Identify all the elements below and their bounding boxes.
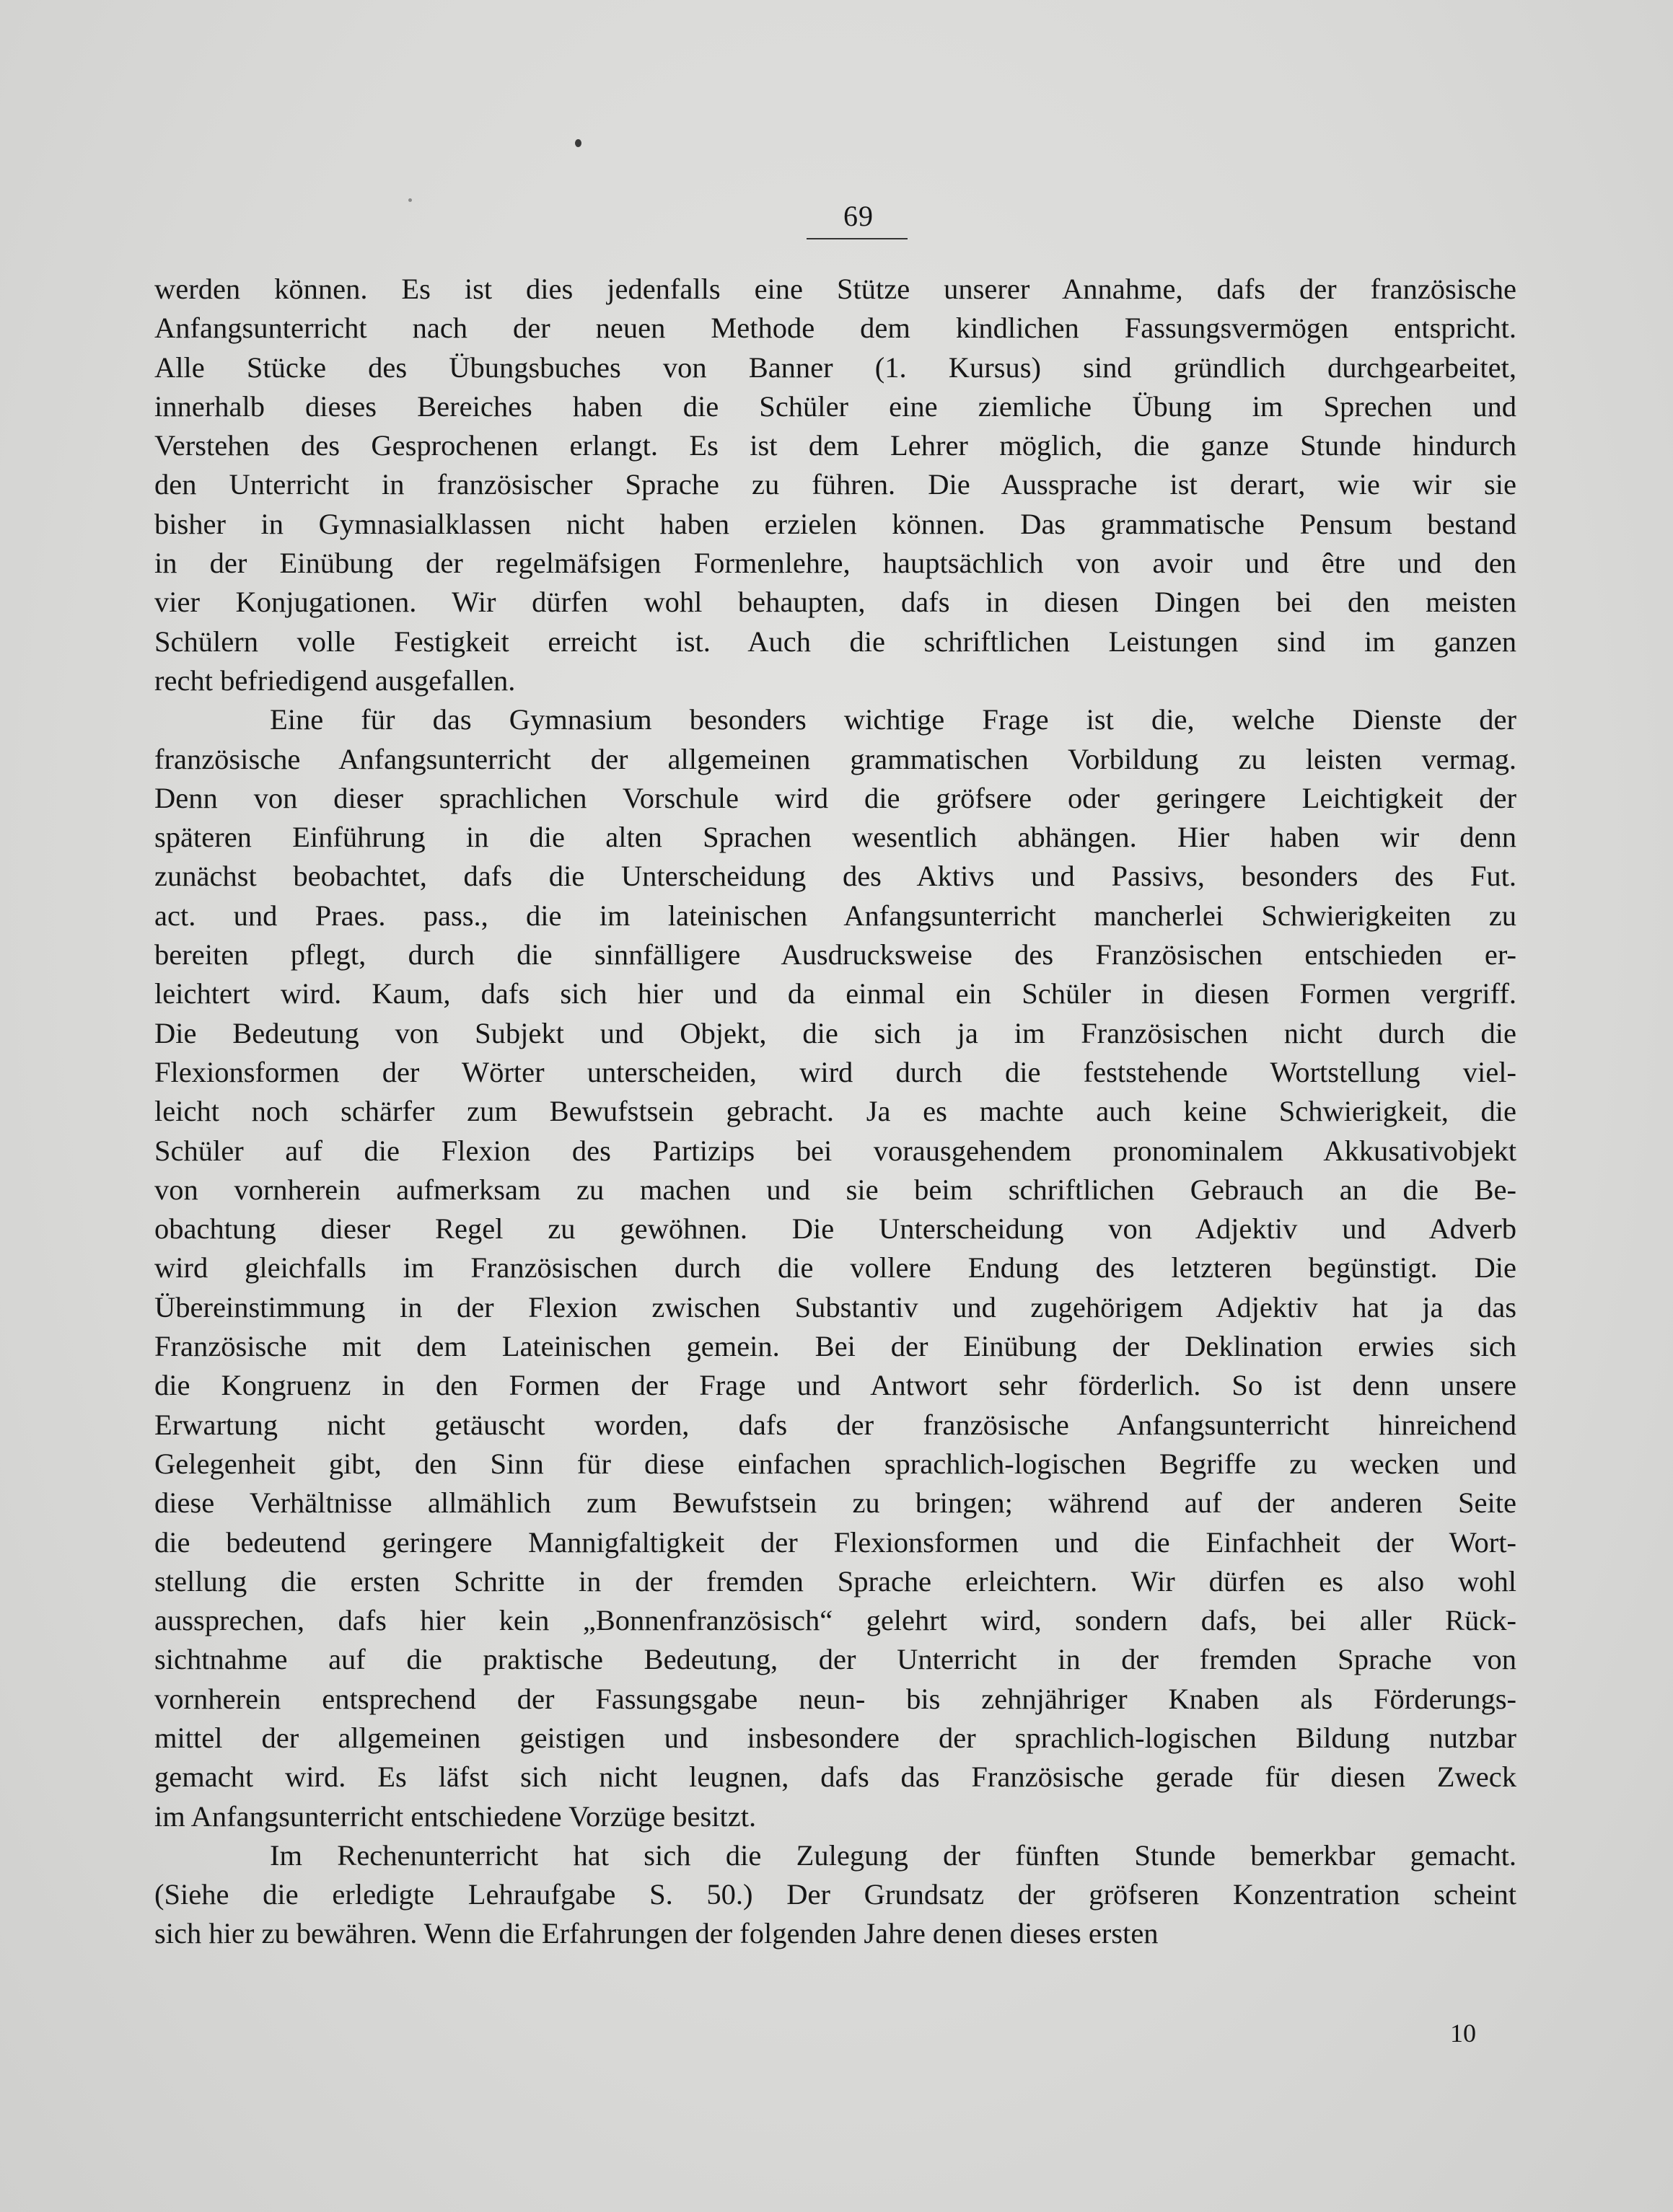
text-line: sichtnahme auf die praktische Bedeutung, der Unterricht in der fremden Sprache von (154, 1643, 1516, 1676)
text-line: leichtert wird. Kaum, dafs sich hier und da einmal ein Schüler in diesen Formen vergriff. (154, 977, 1516, 1010)
text-line: sich hier zu bewähren. Wenn die Erfahrungen der folgenden Jahre denen dieses ersten (154, 1917, 1159, 1950)
text-line: in der Einübung der regelmäfsigen Formenlehre, hauptsächlich von avoir und être und den (154, 547, 1516, 580)
text-line: Erwartung nicht getäuscht worden, dafs der französische Anfangsunterricht hinreichend (154, 1408, 1516, 1441)
text-line: Flexionsformen der Wörter unterscheiden, wird durch die feststehende Wortstellung viel- (154, 1055, 1516, 1088)
text-line: vier Konjugationen. Wir dürfen wohl behaupten, dafs in diesen Dingen bei den meisten (154, 586, 1516, 619)
paragraph (154, 270, 1516, 700)
text-line: leicht noch schärfer zum Bewufstsein gebracht. Ja es machte auch keine Schwierigkeit, die (154, 1095, 1516, 1128)
ink-speck (408, 198, 412, 202)
text-line: aussprechen, dafs hier kein „Bonnenfranzösisch“ gelehrt wird, sondern dafs, bei aller Rück- (154, 1604, 1516, 1637)
signature-mark: 10 (1450, 2019, 1476, 2048)
text-line: stellung die ersten Schritte in der fremden Sprache erleichtern. Wir dürfen es also wohl (154, 1564, 1516, 1598)
paragraph (154, 1836, 1516, 1954)
text-line: den Unterricht in französischer Sprache zu führen. Die Aussprache ist derart, wie wir sie (154, 468, 1516, 501)
text-line: Gelegenheit gibt, den Sinn für diese einfachen sprachlich-logischen Begriffe zu wecken und (154, 1447, 1516, 1480)
text-line: recht befriedigend ausgefallen. (154, 664, 516, 697)
body-text (154, 270, 1516, 1954)
text-line: Im Rechenunterricht hat sich die Zulegung der fünften Stunde bemerkbar gemacht. (270, 1838, 1516, 1872)
text-line: Schülern volle Festigkeit erreicht ist. Auch die schriftlichen Leistungen sind im ganzen (154, 625, 1516, 658)
text-line: Anfangsunterricht nach der neuen Methode dem kindlichen Fassungsvermögen entspricht. (154, 312, 1516, 345)
paragraph (154, 700, 1516, 1836)
ink-speck (575, 139, 581, 147)
text-line: Verstehen des Gesprochenen erlangt. Es ist dem Lehrer möglich, die ganze Stunde hindurch (154, 429, 1516, 462)
text-line: die Kongruenz in den Formen der Frage und Antwort sehr förderlich. So ist denn unsere (154, 1369, 1516, 1402)
text-line: bisher in Gymnasialklassen nicht haben erzielen können. Das grammatische Pensum bestand (154, 507, 1516, 540)
text-line: Schüler auf die Flexion des Partizips bei vorausgehendem pronominalem Akkusativobjekt (154, 1134, 1516, 1167)
text-line: Übereinstimmung in der Flexion zwischen Substantiv und zugehörigem Adjektiv hat ja das (154, 1290, 1516, 1323)
text-line: mittel der allgemeinen geistigen und insbesondere der sprachlich-logischen Bildung nutzbar (154, 1721, 1516, 1754)
text-line: innerhalb dieses Bereiches haben die Schüler eine ziemliche Übung im Sprechen und (154, 389, 1516, 423)
text-line: (Siehe die erledigte Lehraufgabe S. 50.) Der Grundsatz der gröfseren Konzentration scheint (154, 1878, 1516, 1911)
text-line: gemacht wird. Es läfst sich nicht leugnen, dafs das Französische gerade für diesen Zweck (154, 1761, 1516, 1794)
text-line: act. und Praes. pass., die im lateinischen Anfangsunterricht mancherlei Schwierigkeiten zu (154, 899, 1516, 932)
text-line: späteren Einführung in die alten Sprachen wesentlich abhängen. Hier haben wir denn (154, 821, 1516, 854)
text-line: Die Bedeutung von Subjekt und Objekt, die sich ja im Französischen nicht durch die (154, 1016, 1516, 1049)
text-line: diese Verhältnisse allmählich zum Bewufstsein zu bringen; während auf der anderen Seite (154, 1486, 1516, 1520)
text-line: französische Anfangsunterricht der allgemeinen grammatischen Vorbildung zu leisten vermag. (154, 742, 1516, 775)
page-number: 69 (843, 200, 874, 232)
text-line: Alle Stücke des Übungsbuches von Banner (1. Kursus) sind gründlich durchgearbeitet, (154, 351, 1516, 384)
text-line: Französische mit dem Lateinischen gemein. Bei der Einübung der Deklination erwies sich (154, 1330, 1516, 1363)
text-line: vornherein entsprechend der Fassungsgabe neun- bis zehnjähriger Knaben als Förderungs- (154, 1682, 1516, 1715)
text-line: werden können. Es ist dies jedenfalls eine Stütze unserer Annahme, dafs der französische (154, 273, 1516, 305)
text-line: bereiten pflegt, durch die sinnfälligere Ausdrucksweise des Französischen entschieden er- (154, 938, 1516, 971)
page-number-rule (807, 238, 908, 239)
text-line: wird gleichfalls im Französischen durch die vollere Endung des letzteren begünstigt. Die (154, 1251, 1516, 1285)
text-line: von vornherein aufmerksam zu machen und sie beim schriftlichen Gebrauch an die Be- (154, 1173, 1516, 1206)
text-line: obachtung dieser Regel zu gewöhnen. Die Unterscheidung von Adjektiv und Adverb (154, 1212, 1516, 1246)
text-line: die bedeutend geringere Mannigfaltigkeit der Flexionsformen und die Einfachheit der Wort- (154, 1525, 1516, 1559)
text-line: im Anfangsunterricht entschiedene Vorzüge besitzt. (154, 1799, 757, 1833)
text-line: zunächst beobachtet, dafs die Unterscheidung des Aktivs und Passivs, besonders des Fut. (154, 860, 1516, 893)
text-line: Eine für das Gymnasium besonders wichtige Frage ist die, welche Dienste der (270, 703, 1516, 736)
text-line: Denn von dieser sprachlichen Vorschule wird die gröfsere oder geringere Leichtigkeit der (154, 781, 1516, 814)
